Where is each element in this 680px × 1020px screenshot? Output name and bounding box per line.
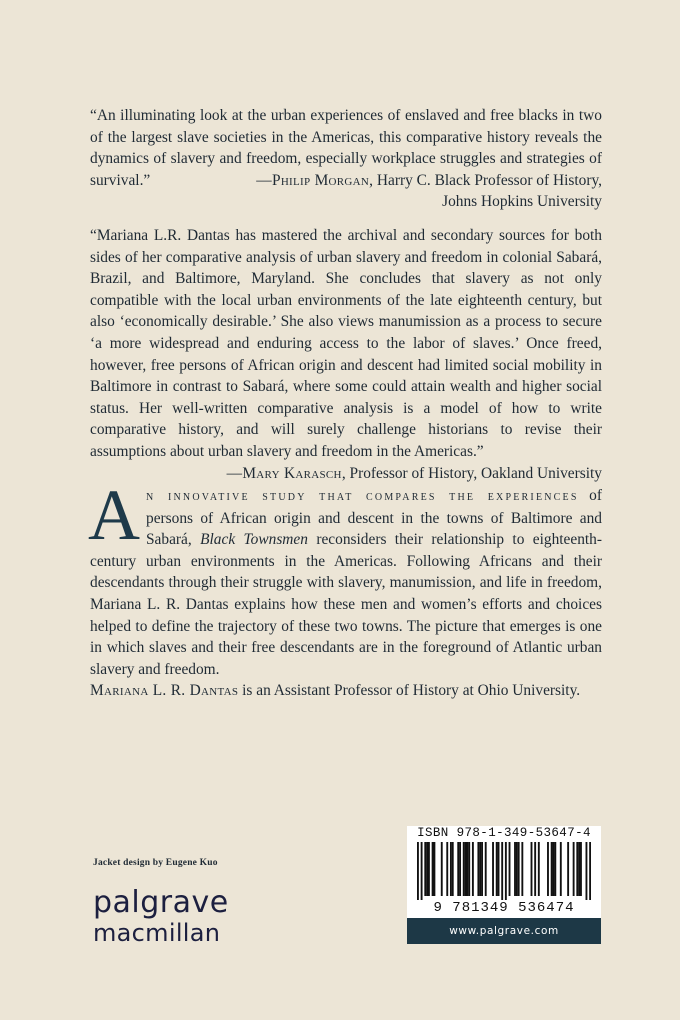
description-lead: n innovative study that compares the experiences: [146, 488, 579, 504]
barcode-bar: [485, 842, 487, 896]
barcode-bar: [501, 842, 503, 900]
barcode-bar: [553, 842, 555, 896]
barcode-bar: [417, 842, 419, 900]
barcode-bar: [514, 842, 516, 896]
barcode-bar: [459, 842, 461, 896]
barcode-bar: [516, 842, 518, 896]
barcode-bar: [426, 842, 428, 896]
barcode-bar: [424, 842, 426, 896]
barcode-bar: [573, 842, 575, 896]
drop-cap: A: [88, 475, 140, 555]
endorser-affiliation: Johns Hopkins University: [442, 193, 602, 211]
barcode-bar: [446, 842, 448, 896]
isbn-barcode: [407, 826, 601, 918]
endorser-title: , Professor of History, Oakland University: [341, 464, 602, 482]
author-name: Mariana L. R. Dantas: [90, 682, 239, 699]
barcode-bar: [560, 842, 562, 896]
barcode-bar: [498, 842, 500, 896]
endorsement-karasch: [90, 225, 602, 484]
endorser-title: , Harry C. Black Professor of History,: [369, 171, 602, 189]
publisher-website: www.palgrave.com: [407, 918, 601, 944]
barcode-bar: [472, 842, 474, 896]
barcode-bar: [538, 842, 540, 896]
barcode-bar: [534, 842, 536, 896]
barcode-bar: [477, 842, 479, 896]
barcode-bar: [531, 842, 533, 896]
endorsement-quote: “An illuminating look at the urban experiences of enslaved and free blacks in two of the largest slave societies in the Americas, this comparative history reveals the dynamics of slavery and freedom, especially workplace struggles and strategies of survival.”: [90, 107, 602, 189]
endorsement-attribution: [90, 170, 602, 192]
barcode-bar: [452, 842, 454, 896]
description-text-2: reconsiders their relationship to eighteenth-century urban environments in the Americas. Following Africans and their descendants through their struggle with slavery, manumission, and life in freedom, Mariana L. R. Dantas explains how these men and women’s efforts and choices helped to define the trajectory of these two towns. The picture that emerges is one in which slaves and their free descendants are in the foreground of Atlantic urban slavery and freedom.: [90, 531, 603, 678]
endorsement-quote: “Mariana L.R. Dantas has mastered the archival and secondary sources for both sides of her comparative analysis of urban slavery and freedom in colonial Sabará, Brazil, and Baltimore, Maryland. She concludes that slavery as not only compatible with the local urban environments of the late eighteenth century, but also ‘economically desirable.’ She also views manumission as a process to secure ‘a more widespread and enduring access to the labor of slaves.’ Once freed, however, free persons of African origin and descent had limited social mobility in Baltimore in contrast to Sabará, where some could attain wealth and higher social status. Her well-written comparative analysis is a model of how to write comparative history, and will surely challenge historians to revise their assumptions about urban slavery and freedom in the Americas.”: [90, 227, 602, 460]
barcode-bar: [468, 842, 470, 896]
barcode-bar: [521, 842, 523, 896]
barcode-bar: [496, 842, 498, 896]
barcode-bar: [509, 842, 511, 896]
barcode-bar: [466, 842, 468, 896]
author-bio-text: is an Assistant Professor of History at Ohio University.: [238, 682, 581, 699]
barcode-bar: [492, 842, 494, 896]
barcode-bar: [567, 842, 569, 896]
barcode-bar: [576, 842, 578, 896]
barcode-bar: [505, 842, 507, 900]
barcode-bar: [441, 842, 443, 896]
barcode-bar: [457, 842, 459, 896]
barcode-bar: [421, 842, 423, 900]
barcode-bar: [586, 842, 588, 900]
barcode-bar: [578, 842, 580, 896]
publisher-logo: [93, 885, 229, 948]
endorsement-morgan: [90, 105, 602, 213]
barcode-bar: [450, 842, 452, 896]
barcode-bar: [554, 842, 556, 896]
logo-line-macmillan: macmillan: [93, 919, 221, 947]
description-text-1: of persons of African origin and descent in the towns of Baltimore and Sabará,: [146, 487, 603, 549]
barcode-bar: [547, 842, 549, 896]
barcode-bars: [417, 842, 591, 900]
ean-digits: 9 781349 536474: [433, 900, 575, 916]
barcode-bar: [479, 842, 481, 896]
endorsement-attribution: [90, 463, 602, 485]
book-title: Black Townsmen: [200, 531, 308, 549]
barcode-bar: [432, 842, 434, 896]
book-description: [88, 475, 603, 680]
jacket-credit: Jacket design by Eugene Kuo: [93, 858, 218, 868]
barcode-bar: [580, 842, 582, 896]
barcode-bar: [518, 842, 520, 896]
barcode-bar: [465, 842, 467, 896]
barcode-bar: [589, 842, 591, 900]
isbn-label: ISBN 978-1-349-53647-4: [417, 826, 591, 840]
barcode-bar: [463, 842, 465, 896]
barcode-bar: [433, 842, 435, 896]
barcode-bar: [551, 842, 553, 896]
barcode-bar: [428, 842, 430, 896]
endorser-name: —Philip Morgan: [256, 171, 370, 189]
author-bio: [90, 680, 602, 702]
barcode-bar: [481, 842, 483, 896]
logo-line-palgrave: palgrave: [93, 885, 229, 920]
endorser-name: —Mary Karasch: [226, 464, 342, 482]
